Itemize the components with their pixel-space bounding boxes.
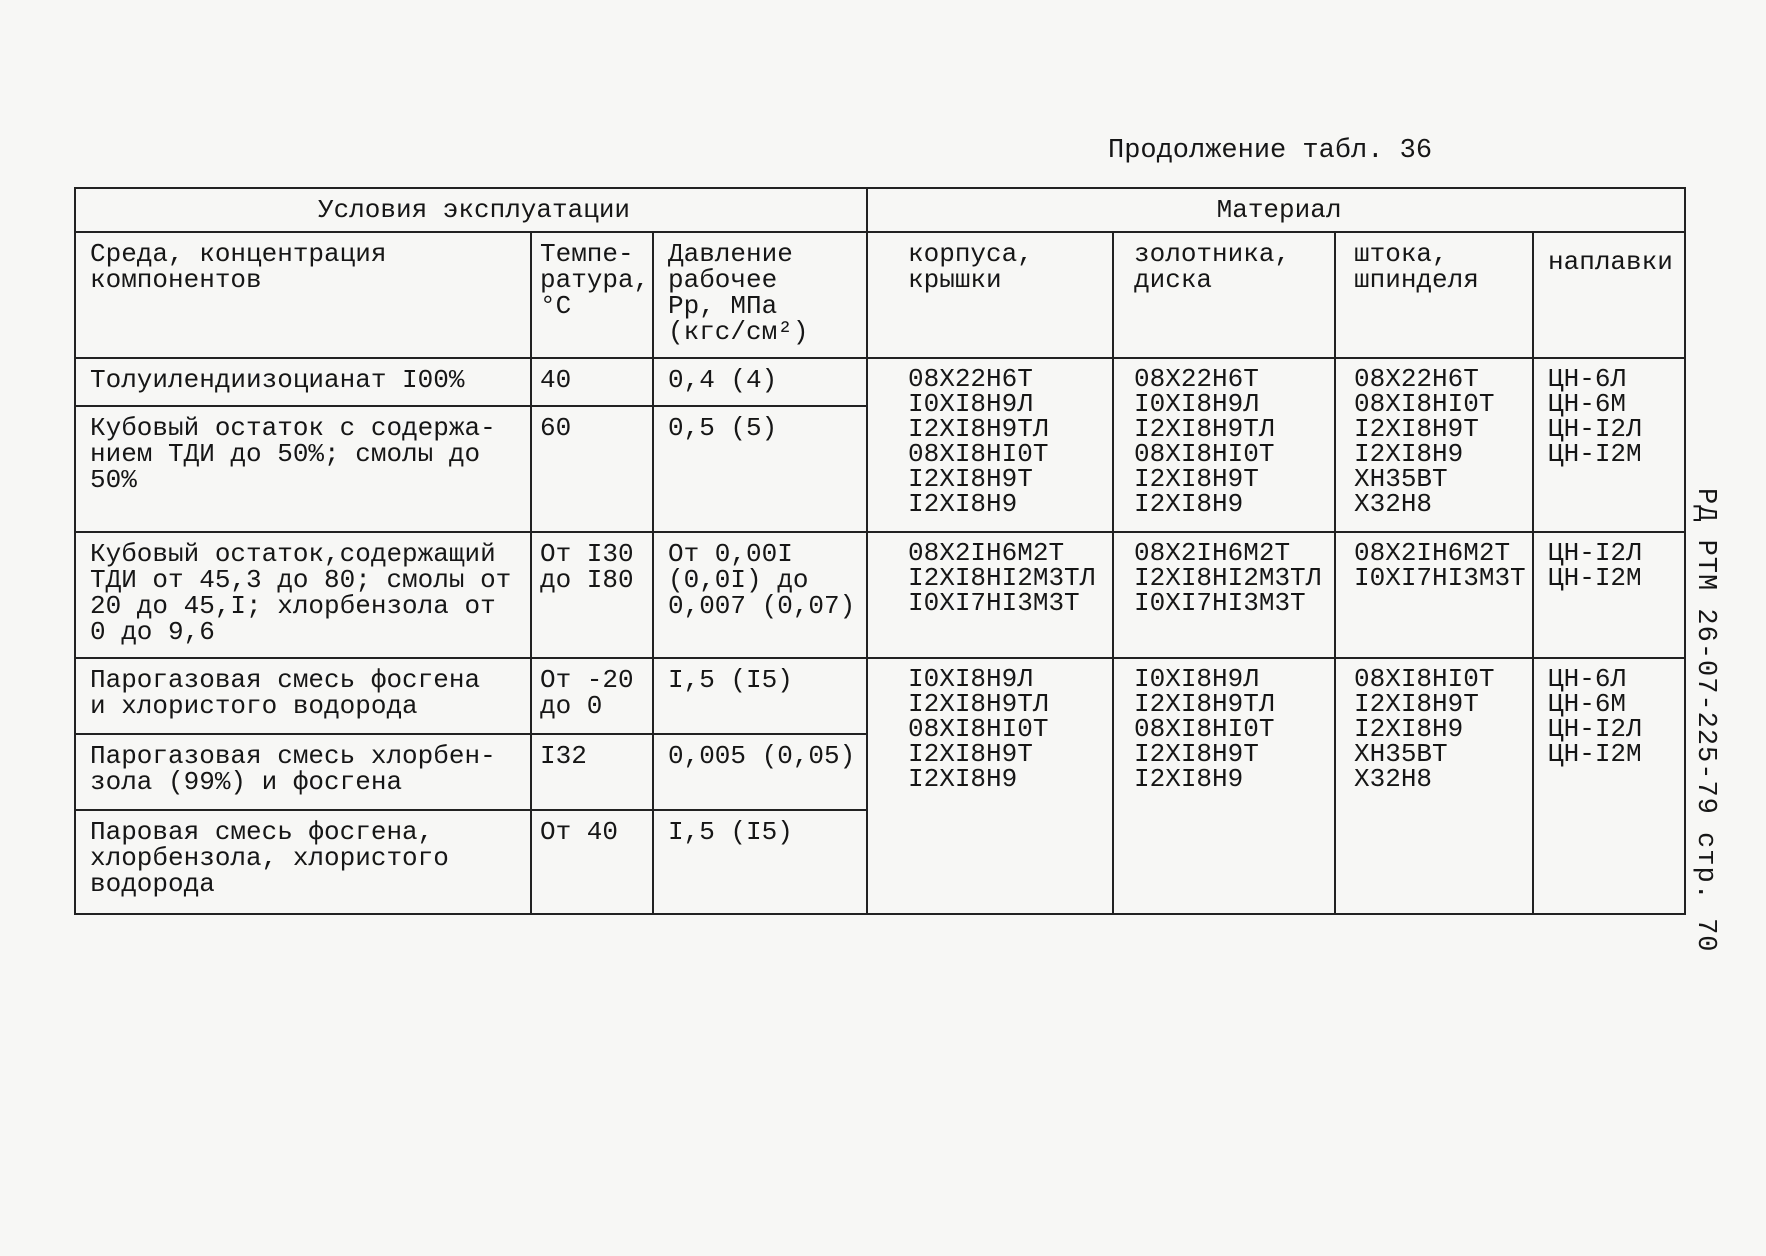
cell-material-stem: 08XI8HI0T I2XI8H9T I2XI8H9 XH35BT X32H8 bbox=[1335, 658, 1533, 914]
cell-material-body: 08X22H6T I0XI8H9Л I2XI8H9TЛ 08XI8HI0T I2XI8H9T I2XI8H9 bbox=[867, 358, 1113, 532]
header-material: Материал bbox=[867, 188, 1685, 232]
col-header-body: корпуса, крышки bbox=[867, 232, 1113, 358]
document-code: РД РТМ 26-07-225-79 стр. 70 bbox=[1690, 488, 1720, 953]
cell-pressure: I,5 (I5) bbox=[653, 658, 867, 734]
cell-medium: Паровая смесь фосгена, хлорбензола, хлористого водорода bbox=[75, 810, 531, 914]
header-conditions: Условия эксплуатации bbox=[75, 188, 867, 232]
table-row bbox=[75, 532, 1685, 658]
cell-material-gate: I0XI8H9Л I2XI8H9TЛ 08XI8HI0T I2XI8H9T I2XI8H9 bbox=[1113, 658, 1335, 914]
cell-temperature: 60 bbox=[531, 406, 653, 532]
cell-material-hardfacing: ЦН-6Л ЦН-6М ЦН-I2Л ЦН-I2М bbox=[1533, 358, 1685, 532]
cell-temperature: От 40 bbox=[531, 810, 653, 914]
table-row bbox=[75, 658, 1685, 734]
col-header-medium: Среда, концентрация компонентов bbox=[75, 232, 531, 358]
cell-material-stem: 08X2IH6M2T I0XI7HI3M3T bbox=[1335, 532, 1533, 658]
cell-material-gate: 08X2IH6M2T I2XI8HI2M3TЛ I0XI7HI3M3T bbox=[1113, 532, 1335, 658]
col-header-pressure: Давление рабочее Pp, МПа (кгс/см²) bbox=[653, 232, 867, 358]
cell-material-hardfacing: ЦН-I2Л ЦН-I2М bbox=[1533, 532, 1685, 658]
cell-pressure: 0,005 (0,05) bbox=[653, 734, 867, 810]
cell-pressure: От 0,00I (0,0I) до 0,007 (0,07) bbox=[653, 532, 867, 658]
cell-temperature: От -20 до 0 bbox=[531, 658, 653, 734]
cell-medium: Кубовый остаток с содержа- нием ТДИ до 50%; смолы до 50% bbox=[75, 406, 531, 532]
cell-pressure: 0,4 (4) bbox=[653, 358, 867, 406]
col-header-stem: штока, шпинделя bbox=[1335, 232, 1533, 358]
cell-temperature: 40 bbox=[531, 358, 653, 406]
col-header-hardfacing: наплавки bbox=[1533, 232, 1685, 358]
cell-material-body: 08X2IH6M2T I2XI8HI2M3TЛ I0XI7HI3M3T bbox=[867, 532, 1113, 658]
cell-medium: Кубовый остаток,содержащий ТДИ от 45,3 до 80; смолы от 20 до 45,I; хлорбензола от 0 до 9,6 bbox=[75, 532, 531, 658]
cell-material-hardfacing: ЦН-6Л ЦН-6М ЦН-I2Л ЦН-I2М bbox=[1533, 658, 1685, 914]
cell-medium: Толуилендиизоцианат I00% bbox=[75, 358, 531, 406]
cell-pressure: 0,5 (5) bbox=[653, 406, 867, 532]
cell-pressure: I,5 (I5) bbox=[653, 810, 867, 914]
materials-table bbox=[74, 187, 1686, 915]
cell-medium: Парогазовая смесь фосгена и хлористого водорода bbox=[75, 658, 531, 734]
col-header-gate: золотника, диска bbox=[1113, 232, 1335, 358]
cell-material-stem: 08X22H6T 08XI8HI0T I2XI8H9T I2XI8H9 XH35BT X32H8 bbox=[1335, 358, 1533, 532]
table-row bbox=[75, 358, 1685, 406]
cell-temperature: От I30 до I80 bbox=[531, 532, 653, 658]
table-caption: Продолжение табл. 36 bbox=[1108, 136, 1433, 166]
col-header-temperature: Темпе- ратура, °C bbox=[531, 232, 653, 358]
cell-material-gate: 08X22H6T I0XI8H9Л I2XI8H9TЛ 08XI8HI0T I2XI8H9T I2XI8H9 bbox=[1113, 358, 1335, 532]
cell-material-body: I0XI8H9Л I2XI8H9TЛ 08XI8HI0T I2XI8H9T I2XI8H9 bbox=[867, 658, 1113, 914]
cell-temperature: I32 bbox=[531, 734, 653, 810]
cell-medium: Парогазовая смесь хлорбен- зола (99%) и фосгена bbox=[75, 734, 531, 810]
